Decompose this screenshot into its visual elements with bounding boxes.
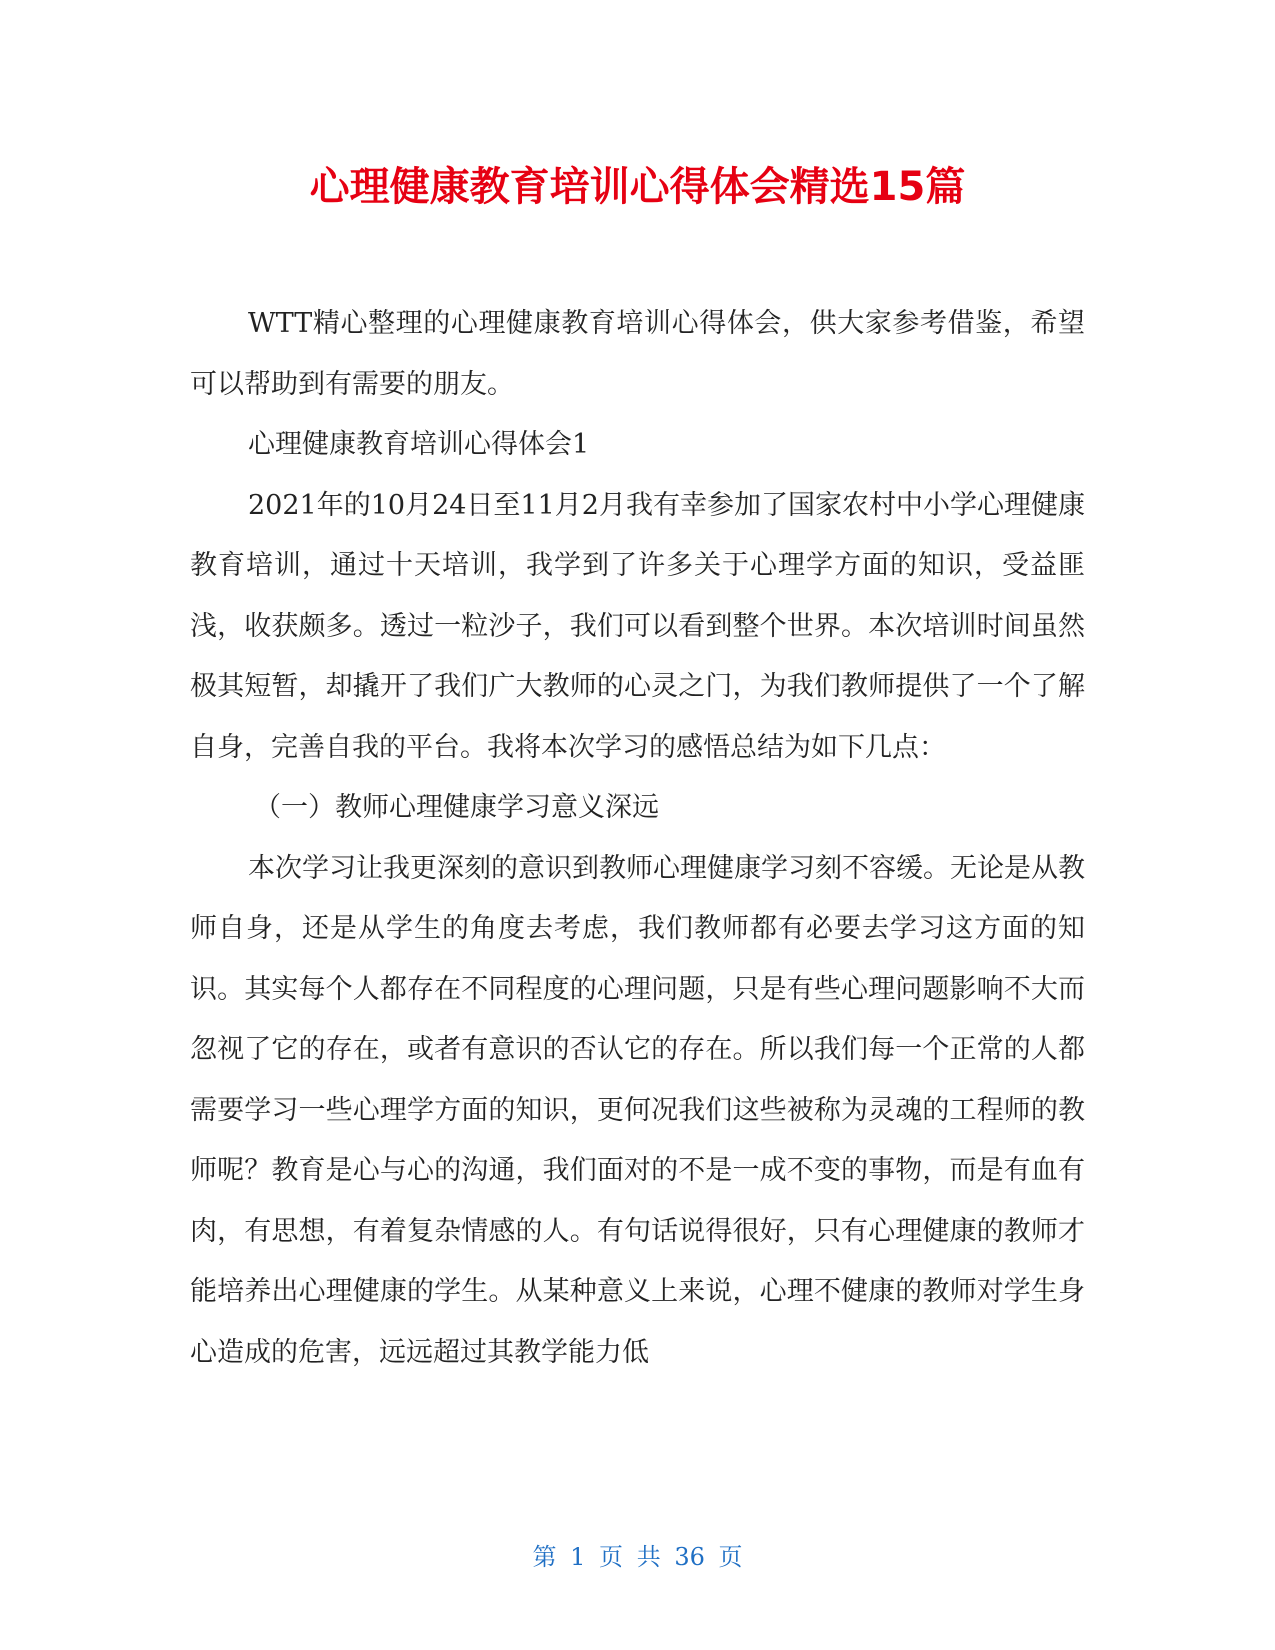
document-title: 心理健康教育培训心得体会精选15篇 bbox=[309, 164, 966, 210]
current-page-number: 1 bbox=[570, 1543, 586, 1571]
page-unit-label: 页 bbox=[599, 1543, 624, 1571]
page-footer bbox=[0, 1542, 1275, 1572]
page-label: 第 bbox=[532, 1543, 557, 1571]
intro-paragraph: WTT精心整理的心理健康教育培训心得体会，供大家参考借鉴，希望可以帮助到有需要的朋友。 bbox=[190, 308, 1085, 400]
body-paragraph: 本次学习让我更深刻的意识到教师心理健康学习刻不容缓。无论是从教师自身，还是从学生的角度去考虑，我们教师都有必要去学习这方面的知识。其实每个人都存在不同程度的心理问题，只是有些心理问题影响不大而忽视了它的存在，或者有意识的否认它的存在。所以我们每一个正常的人都需要学习一些心理学方面的知识，更何况我们这些被称为灵魂的工程师的教师呢？教育是心与心的沟通，我们面对的不是一成不变的事物，而是有血有肉，有思想，有着复杂情感的人。有句话说得很好，只有心理健康的教师才能培养出心理健康的学生。从某种意义上来说，心理不健康的教师对学生身心造成的危害，远远超过其教学能力低 bbox=[190, 852, 1085, 1368]
body-paragraph: 2021年的10月24日至11月2月我有幸参加了国家农村中小学心理健康教育培训，通过十天培训，我学到了许多关于心理学方面的知识，受益匪浅，收获颇多。透过一粒沙子，我们可以看到整个世界。本次培训时间虽然极其短暂，却撬开了我们广大教师的心灵之门，为我们教师提供了一个了解自身，完善自我的平台。我将本次学习的感悟总结为如下几点： bbox=[190, 489, 1085, 763]
subsection-heading: （一）教师心理健康学习意义深远 bbox=[254, 792, 659, 823]
section-heading: 心理健康教育培训心得体会1 bbox=[248, 429, 590, 460]
total-unit-label: 页 bbox=[718, 1543, 743, 1571]
total-label: 共 bbox=[636, 1543, 661, 1571]
total-pages-number: 36 bbox=[674, 1543, 705, 1571]
document-body bbox=[190, 294, 1085, 1383]
